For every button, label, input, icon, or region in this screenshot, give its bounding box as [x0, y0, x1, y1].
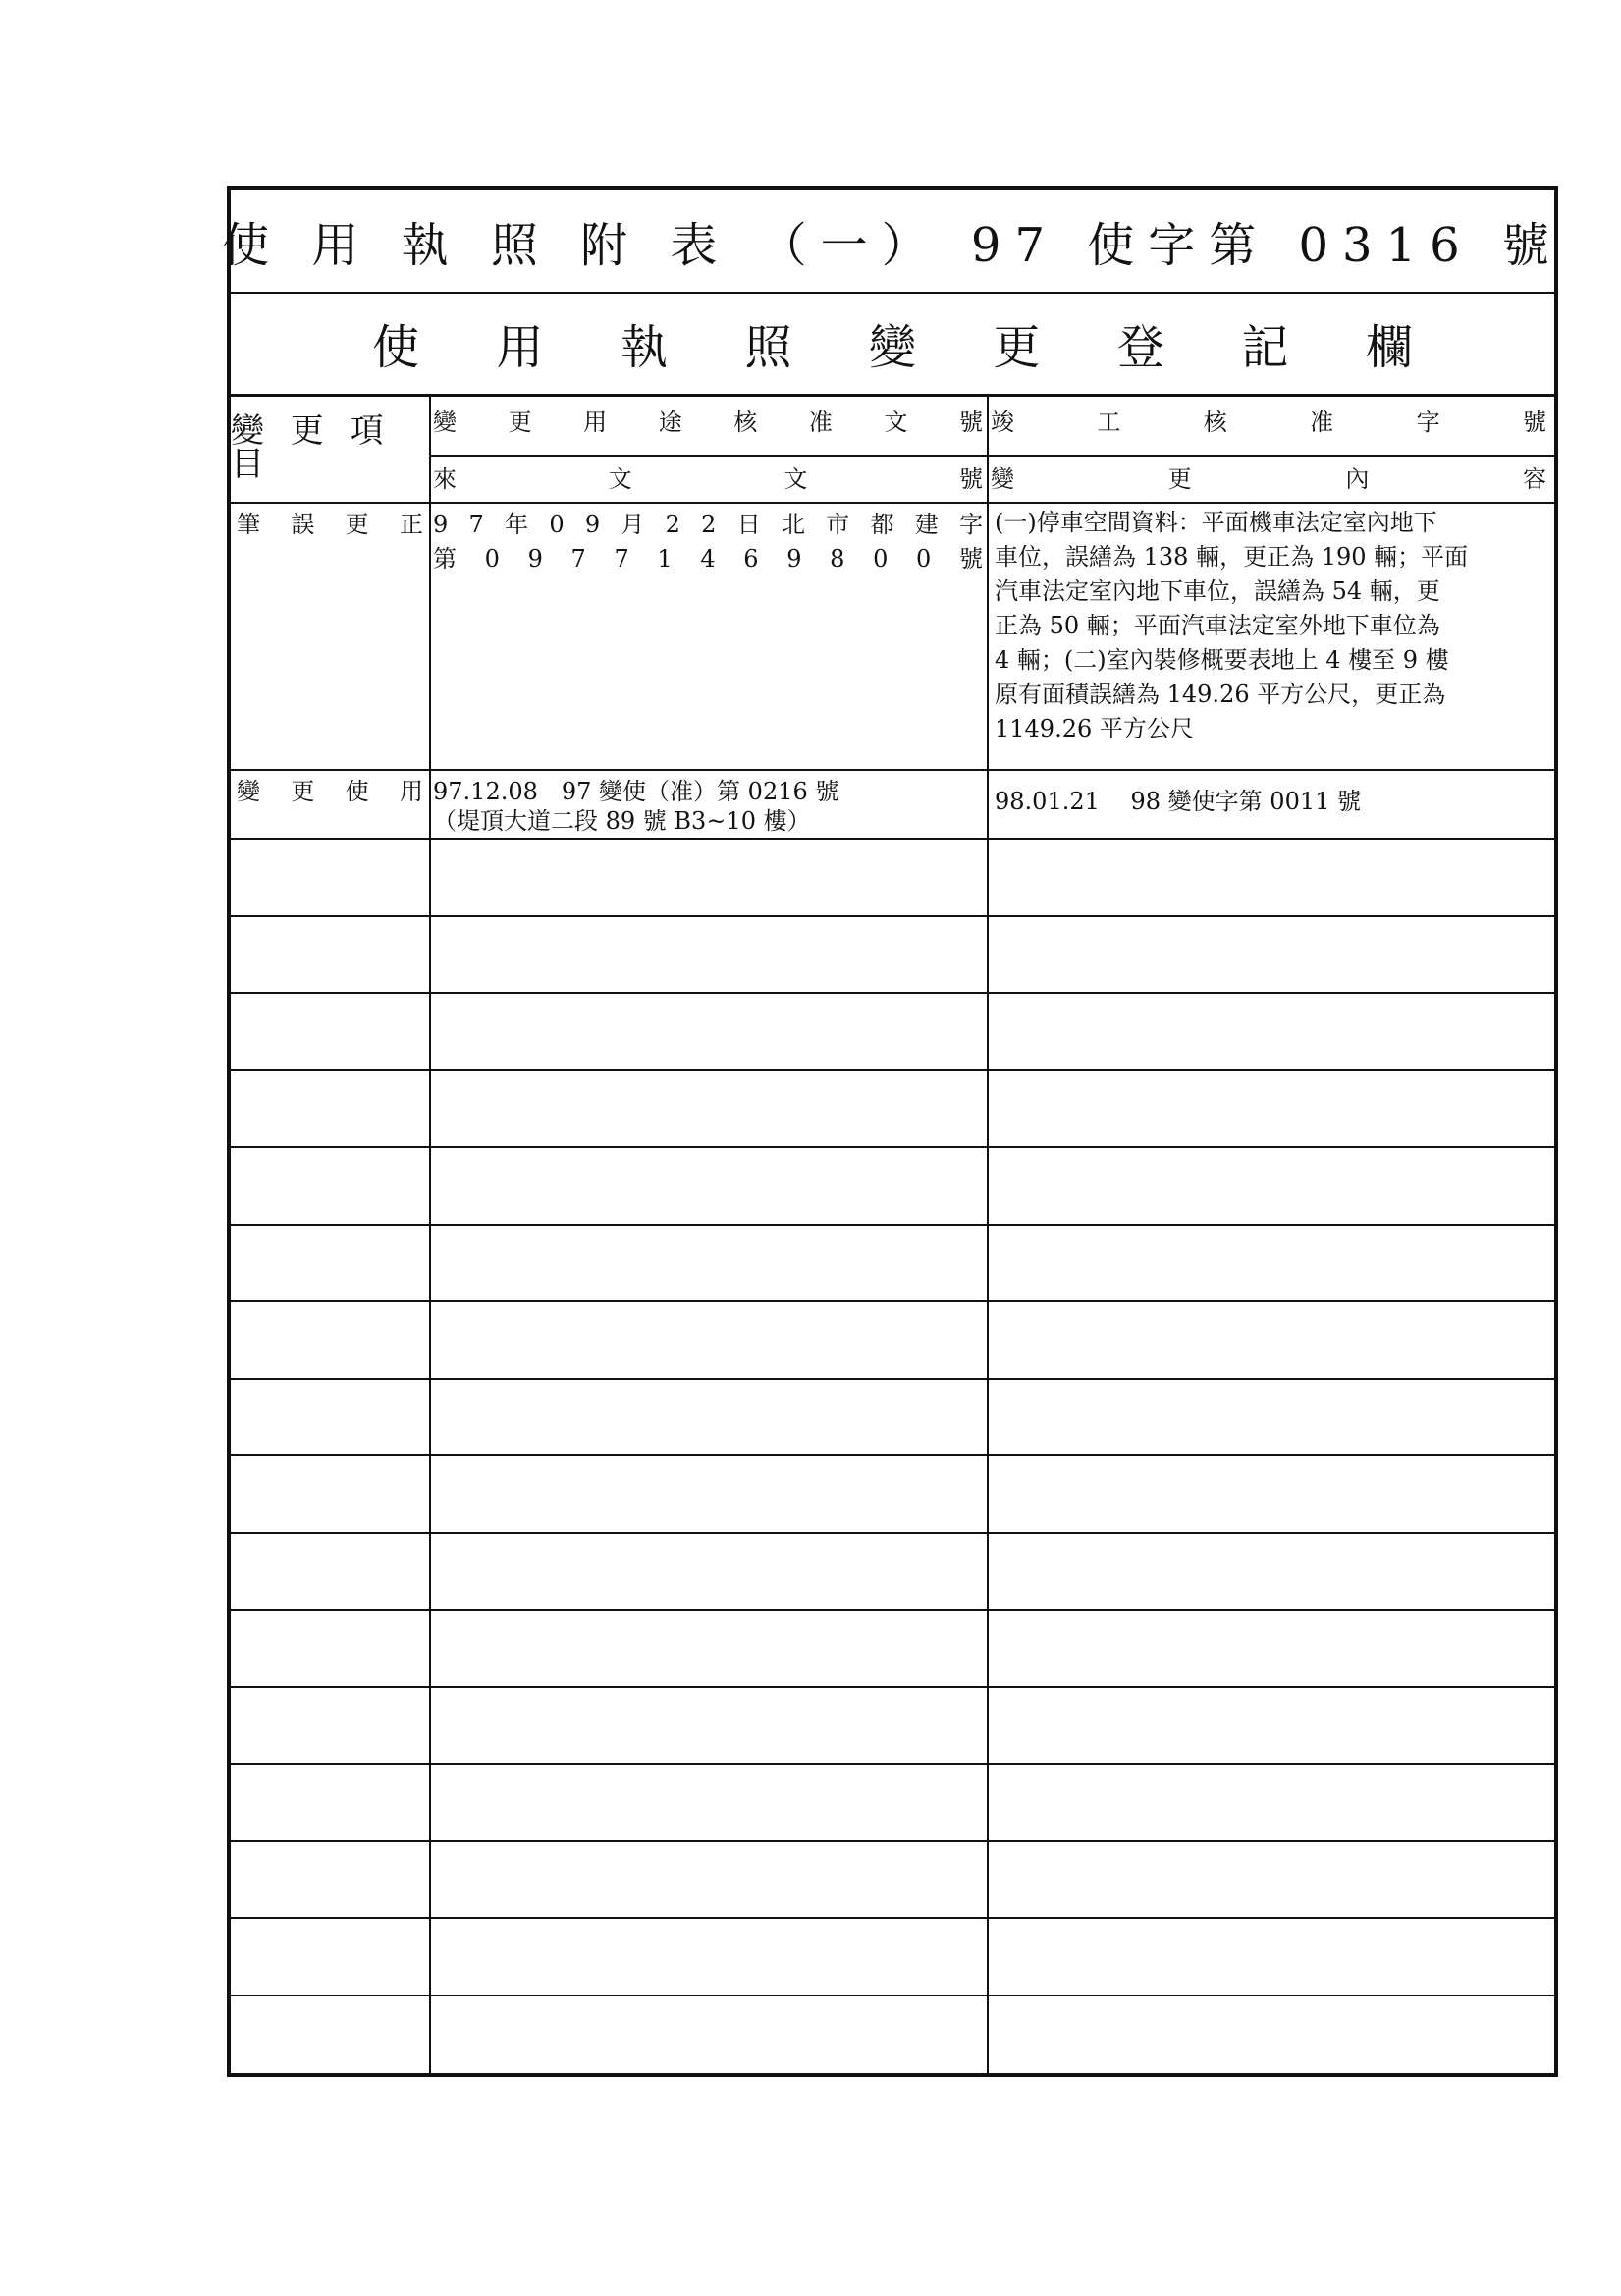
row-divider: [231, 1995, 1554, 1996]
item-char: 變: [237, 778, 260, 805]
header-char: 字: [1416, 409, 1440, 436]
section-subtitle: [372, 309, 1413, 377]
header-char: 內: [1345, 465, 1370, 493]
row2-doc-line-1: 97.12.08 97 變使（准）第 0216 號: [433, 778, 839, 805]
item-char: 筆: [237, 511, 260, 538]
row-divider: [231, 1686, 1554, 1688]
doc-char: 0: [916, 545, 932, 573]
doc-char: 號: [958, 545, 983, 573]
doc-char: 7: [468, 511, 484, 538]
row-divider: [231, 1146, 1554, 1148]
row1-doc-line-1: [433, 508, 983, 541]
row1-change-item: [237, 508, 423, 541]
item-char: 用: [399, 778, 423, 805]
subtitle-char: 使: [372, 319, 420, 375]
subtitle-row: [231, 292, 1554, 397]
row-divider: [231, 1069, 1554, 1071]
item-char: 誤: [291, 511, 315, 538]
header-divider: [429, 455, 1554, 457]
header-char: 竣: [991, 409, 1014, 436]
row-divider: [231, 992, 1554, 994]
header-char: 號: [1522, 409, 1546, 436]
doc-char: 都: [870, 511, 894, 538]
header-char: 文: [608, 465, 632, 493]
header-char: 變: [433, 409, 457, 436]
item-char: 使: [345, 778, 369, 805]
doc-char: 年: [505, 511, 529, 538]
doc-char: 0: [873, 545, 889, 573]
doc-char: 6: [743, 545, 759, 573]
header-char: 核: [733, 409, 758, 436]
doc-char: 1: [657, 545, 673, 573]
header-char: 工: [1097, 409, 1121, 436]
row2-doc-line-2: （堤頂大道二段 89 號 B3~10 樓）: [433, 807, 811, 835]
doc-char: 8: [830, 545, 845, 573]
header-char: 途: [658, 409, 682, 436]
item-char: 更: [345, 511, 369, 538]
row2-change-item: [237, 775, 423, 808]
content-line: 正為 50 輛；平面汽車法定室外地下車位為: [995, 612, 1440, 639]
subtitle-char: 照: [744, 319, 792, 375]
row-divider: [231, 1378, 1554, 1380]
header-char: 容: [1522, 465, 1546, 493]
subtitle-char: 更: [993, 319, 1041, 375]
doc-char: 0: [549, 511, 565, 538]
content-line: (一)停車空間資料：平面機車法定室內地下: [995, 509, 1437, 536]
doc-char: 日: [736, 511, 761, 538]
doc-char: 建: [914, 511, 939, 538]
header-char: 核: [1203, 409, 1227, 436]
header-char: 文: [783, 465, 808, 493]
doc-char: 第: [433, 545, 457, 573]
header-char: 用: [583, 409, 608, 436]
content-line: 1149.26 平方公尺: [995, 715, 1194, 742]
row-divider: [231, 1300, 1554, 1302]
row-divider: [231, 1840, 1554, 1842]
header-incoming-doc: [433, 463, 983, 496]
row-divider: [231, 1763, 1554, 1765]
doc-char: 9: [786, 545, 802, 573]
doc-char: 市: [826, 511, 850, 538]
title-row: [222, 190, 1563, 294]
row-divider: [231, 1917, 1554, 1919]
header-char: 文: [884, 409, 908, 436]
content-line: 原有面積誤繕為 149.26 平方公尺，更正為: [995, 681, 1446, 708]
header-char: 號: [958, 465, 983, 493]
doc-char: 9: [433, 511, 449, 538]
row-divider: [231, 1454, 1554, 1456]
header-char: 號: [958, 409, 983, 436]
doc-char: 月: [621, 511, 645, 538]
header-char: 來: [433, 465, 457, 493]
subtitle-char: 記: [1241, 319, 1289, 375]
row1-doc-line-2: [433, 542, 983, 575]
document-title: 使 用 執 照 附 表 （一） 97 使字第 0316 號: [222, 217, 1563, 273]
content-line: 4 輛；(二)室內裝修概要表地上 4 樓至 9 樓: [995, 646, 1449, 674]
column-divider: [429, 394, 431, 2073]
row-divider: [231, 769, 1554, 771]
header-char: 更: [508, 409, 532, 436]
content-line: 汽車法定室內地下車位，誤繕為 54 輛，更: [995, 577, 1440, 605]
row1-change-content: [989, 506, 1550, 767]
doc-char: 字: [958, 511, 983, 538]
header-change-content: [991, 463, 1546, 496]
subtitle-char: 變: [868, 319, 916, 375]
doc-char: 2: [701, 511, 717, 538]
doc-char: 7: [570, 545, 586, 573]
subtitle-char: 用: [496, 319, 544, 375]
license-table-frame: [222, 186, 1563, 2077]
doc-char: 2: [665, 511, 680, 538]
header-char: 准: [808, 409, 833, 436]
doc-char: 9: [584, 511, 601, 538]
header-change-item-label: 變 更 項 目: [231, 411, 392, 484]
row2-change-content: 98.01.21 98 變使字第 0011 號: [995, 788, 1362, 815]
doc-char: 北: [781, 511, 805, 538]
header-char: 變: [991, 465, 1014, 493]
row-divider: [231, 1609, 1554, 1611]
header-completion-approval: [991, 406, 1546, 439]
item-char: 正: [399, 511, 423, 538]
header-approval-doc: [433, 406, 983, 439]
doc-char: 0: [484, 545, 500, 573]
header-char: 准: [1310, 409, 1334, 436]
row-divider: [231, 1532, 1554, 1534]
item-char: 更: [291, 778, 315, 805]
subtitle-char: 執: [620, 319, 668, 375]
doc-char: 9: [527, 545, 543, 573]
row-divider: [231, 502, 1554, 504]
doc-char: 7: [614, 545, 629, 573]
change-register-grid: [231, 394, 1554, 2073]
header-char: 更: [1167, 465, 1192, 493]
row-divider: [231, 1224, 1554, 1226]
doc-char: 4: [700, 545, 716, 573]
subtitle-char: 登: [1116, 319, 1164, 375]
content-line: 車位，誤繕為 138 輛，更正為 190 輛；平面: [995, 543, 1469, 571]
row-divider: [231, 915, 1554, 917]
header-change-item: [231, 394, 429, 502]
row-divider: [231, 838, 1554, 840]
subtitle-char: 欄: [1365, 319, 1413, 375]
